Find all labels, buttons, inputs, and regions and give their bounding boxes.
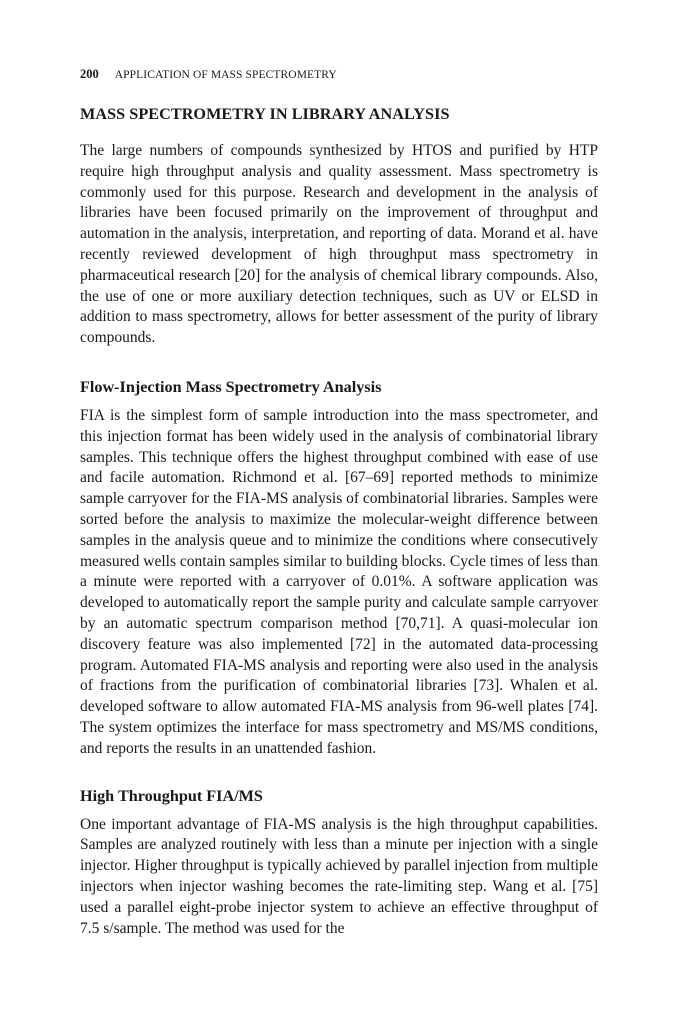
subsection-title-fia: Flow-Injection Mass Spectrometry Analysis — [80, 377, 382, 396]
running-head — [80, 66, 598, 83]
section-title: MASS SPECTROMETRY IN LIBRARY ANALYSIS — [80, 105, 450, 123]
book-page — [80, 66, 598, 939]
htp-paragraph: One important advantage of FIA-MS analysis is the high throughput capabilities. Samples are analyzed routinely with less than a minute per injection with a single injector. Higher throughput is typically achieved by parallel injection from multiple injectors when injector washing becomes the rate-limiting step. Wang et al. [75] used a parallel eight-probe injector system to achieve an effective throughput of 7.5 s/sample. The method was used for the — [80, 815, 598, 937]
fia-paragraph: FIA is the simplest form of sample introduction into the mass spectrometer, and this injection format has been widely used in the analysis of combinatorial library samples. This technique offers the highest throughput combined with ease of use and facile automation. Richmond et al. [67–69] reported methods to minimize sample carryover for the FIA-MS analysis of combinatorial libraries. Samples were sorted before the analysis to maximize the molecular-weight difference between samples in the analysis queue and to minimize the conditions where consecutively measured wells contain samples similar to building blocks. Cycle times of less than a minute were reported with a carryover of 0.01%. A software application was developed to automatically report the sample purity and calculate sample carryover by an automatic spectrum comparison method [70,71]. A quasi-molecular ion discovery feature was also implemented [72] in the automated data-processing program. Automated FIA-MS analysis and reporting were also used in the analysis of fractions from the purification of combinatorial libraries [73]. Whalen et al. developed software to allow automated FIA-MS analysis from 96-well plates [74]. The system optimizes the interface for mass spectrometry and MS/MS conditions, and reports the results in an unattended fashion. — [80, 406, 598, 757]
page-number: 200 — [80, 67, 99, 81]
spacer — [80, 349, 598, 376]
spacer — [80, 760, 598, 785]
subsection-title-htp: High Throughput FIA/MS — [80, 786, 263, 805]
section-intro-paragraph: The large numbers of compounds synthesized by HTOS and purified by HTP require high throughput analysis and quality assessment. Mass spectrometry is commonly used for this purpose. Research and development in the analysis of libraries have been focused primarily on the improvement of throughput and automation in the analysis, interpretation, and reporting of data. Morand et al. have recently reviewed development of high throughput mass spectrometry in pharmaceutical research [20] for the analysis of chemical library compounds. Also, the use of one or more auxiliary detection techniques, such as UV or ELSD in addition to mass spectrometry, allows for better assessment of the purity of library compounds. — [80, 142, 598, 347]
running-head-title: APPLICATION OF MASS SPECTROMETRY — [114, 69, 337, 81]
